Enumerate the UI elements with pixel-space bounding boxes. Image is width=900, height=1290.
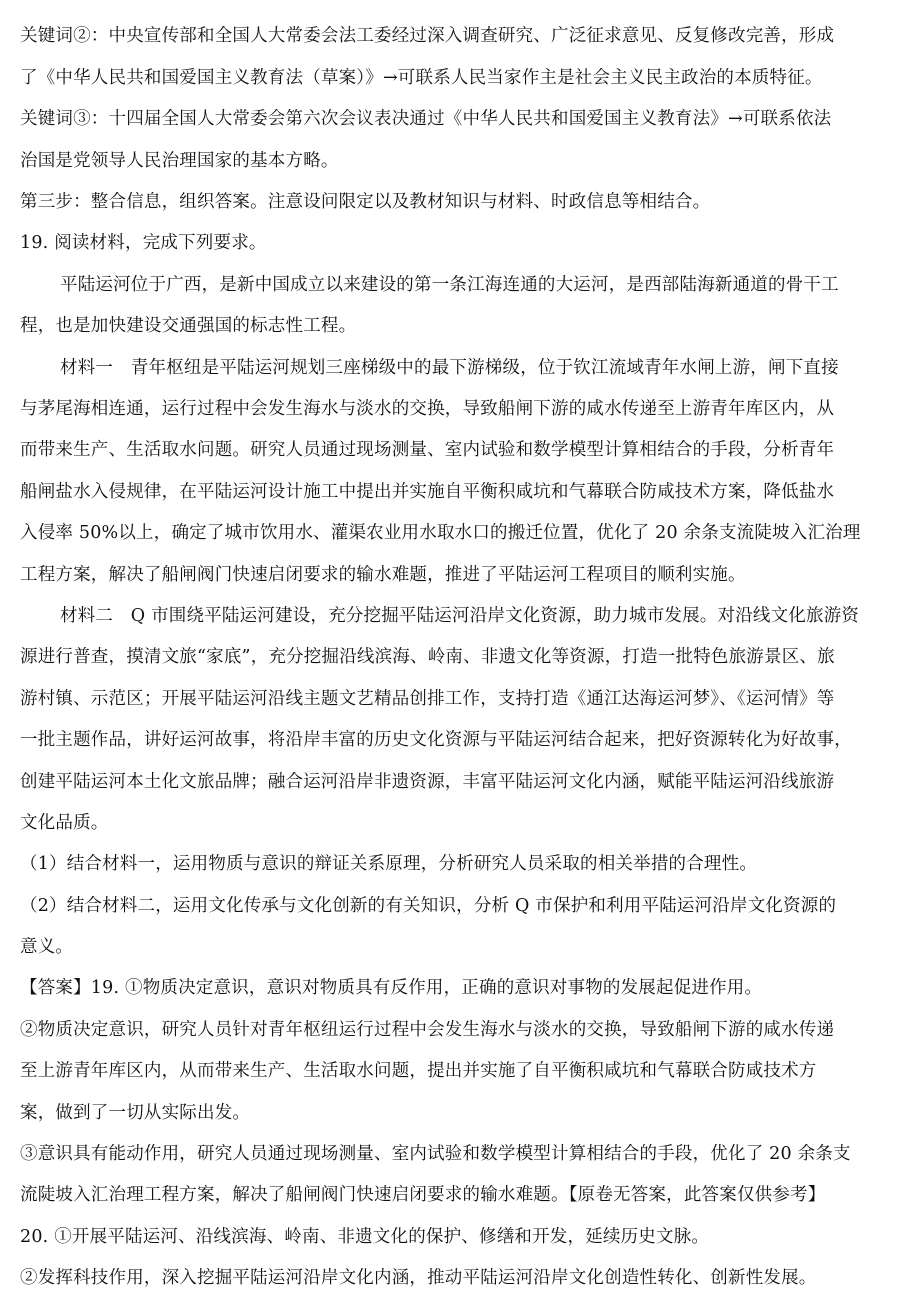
material-2-line-5: 创建平陆运河本土化文旅品牌；融合运河沿岸非遗资源，丰富平陆运河文化内涵，赋能平陆运河沿线旅游: [20, 772, 835, 792]
subquestion-2-line-1: （2）结合材料二，运用文化传承与文化创新的有关知识，分析 Q 市保护和利用平陆运河沿岸文化资源的: [20, 896, 837, 916]
answer-19-line-6: 流陡坡入汇治理工程方案，解决了船闸阀门快速启闭要求的输水难题。【原卷无答案，此答案仅供参考】: [20, 1185, 826, 1205]
material-2-line-1: 材料二 Q 市围绕平陆运河建设，充分挖掘平陆运河沿岸文化资源，助力城市发展。对沿线文化旅游资: [60, 606, 860, 626]
material-2-line-6: 文化品质。: [20, 813, 109, 833]
material-1-line-3: 而带来生产、生活取水问题。研究人员通过现场测量、室内试验和数学模型计算相结合的手段，分析青年: [20, 440, 835, 460]
material-1-line-6: 工程方案，解决了船闸阀门快速启闭要求的输水难题，推进了平陆运河工程项目的顺利实施。: [20, 565, 746, 585]
material-1-line-1: 材料一 青年枢纽是平陆运河规划三座梯级中的最下游梯级，位于钦江流域青年水闸上游，闸下直接: [60, 358, 839, 378]
intro-line-1: 平陆运河位于广西，是新中国成立以来建设的第一条江海连通的大运河，是西部陆海新通道的骨干工: [60, 275, 839, 295]
material-2-line-3: 游村镇、示范区；开展平陆运河沿线主题文艺精品创排工作，支持打造《通江达海运河梦》、《运河情》等: [20, 689, 835, 709]
keyword-2-line-1: 关键词②：中央宣传部和全国人大常委会法工委经过深入调查研究、广泛征求意见、反复修改完善，形成: [20, 26, 835, 46]
answer-19-line-2: ②物质决定意识，研究人员针对青年枢纽运行过程中会发生海水与淡水的交换，导致船闸下游的咸水传递: [20, 1020, 835, 1040]
answer-19-line-5: ③意识具有能动作用，研究人员通过现场测量、室内试验和数学模型计算相结合的手段，优化了 20 余条支: [20, 1144, 851, 1164]
material-1-line-4: 船闸盐水入侵规律，在平陆运河设计施工中提出并实施自平衡积咸坑和气幕联合防咸技术方案，降低盐水: [20, 482, 835, 502]
answer-20-line-2: ②发挥科技作用，深入挖掘平陆运河沿岸文化内涵，推动平陆运河沿岸文化创造性转化、创新性发展。: [20, 1268, 817, 1288]
keyword-3-line-2: 治国是党领导人民治理国家的基本方略。: [20, 151, 339, 171]
answer-19-line-1: 【答案】19. ①物质决定意识，意识对物质具有反作用，正确的意识对事物的发展起促进作用。: [20, 978, 763, 998]
keyword-2-line-2: 了《中华人民共和国爱国主义教育法（草案）》→可联系人民当家作主是社会主义民主政治的本质特征。: [20, 68, 823, 88]
answer-19-line-4: 案，做到了一切从实际出发。: [20, 1103, 251, 1123]
keyword-3-line-1: 关键词③：十四届全国人大常委会第六次会议表决通过《中华人民共和国爱国主义教育法》→可联系依法: [20, 109, 832, 129]
material-1-line-5: 入侵率 50%以上，确定了城市饮用水、灌渠农业用水取水口的搬迁位置，优化了 20 余条支流陡坡入汇治理: [20, 523, 861, 543]
material-2-line-2: 源进行普查，摸清文旅“家底”，充分挖掘沿线滨海、岭南、非遗文化等资源，打造一批特色旅游景区、旅: [20, 647, 835, 667]
subquestion-2-line-2: 意义。: [20, 937, 74, 957]
material-1-line-2: 与茅尾海相连通，运行过程中会发生海水与淡水的交换，导致船闸下游的咸水传递至上游青年库区内，从: [20, 399, 835, 419]
material-2-line-4: 一批主题作品，讲好运河故事，将沿岸丰富的历史文化资源与平陆运河结合起来，把好资源转化为好故事，: [20, 730, 852, 750]
subquestion-1: （1）结合材料一，运用物质与意识的辩证关系原理，分析研究人员采取的相关举措的合理性。: [20, 854, 758, 874]
question-19-title: 19. 阅读材料，完成下列要求。: [20, 233, 267, 253]
answer-20-line-1: 20. ①开展平陆运河、沿线滨海、岭南、非遗文化的保护、修缮和开发，延续历史文脉。: [20, 1227, 710, 1247]
step-3-line: 第三步：整合信息，组织答案。注意设问限定以及教材知识与材料、时政信息等相结合。: [20, 192, 711, 212]
answer-19-line-3: 至上游青年库区内，从而带来生产、生活取水问题，提出并实施了自平衡积咸坑和气幕联合防咸技术方: [20, 1061, 817, 1081]
intro-line-2: 程，也是加快建设交通强国的标志性工程。: [20, 316, 357, 336]
